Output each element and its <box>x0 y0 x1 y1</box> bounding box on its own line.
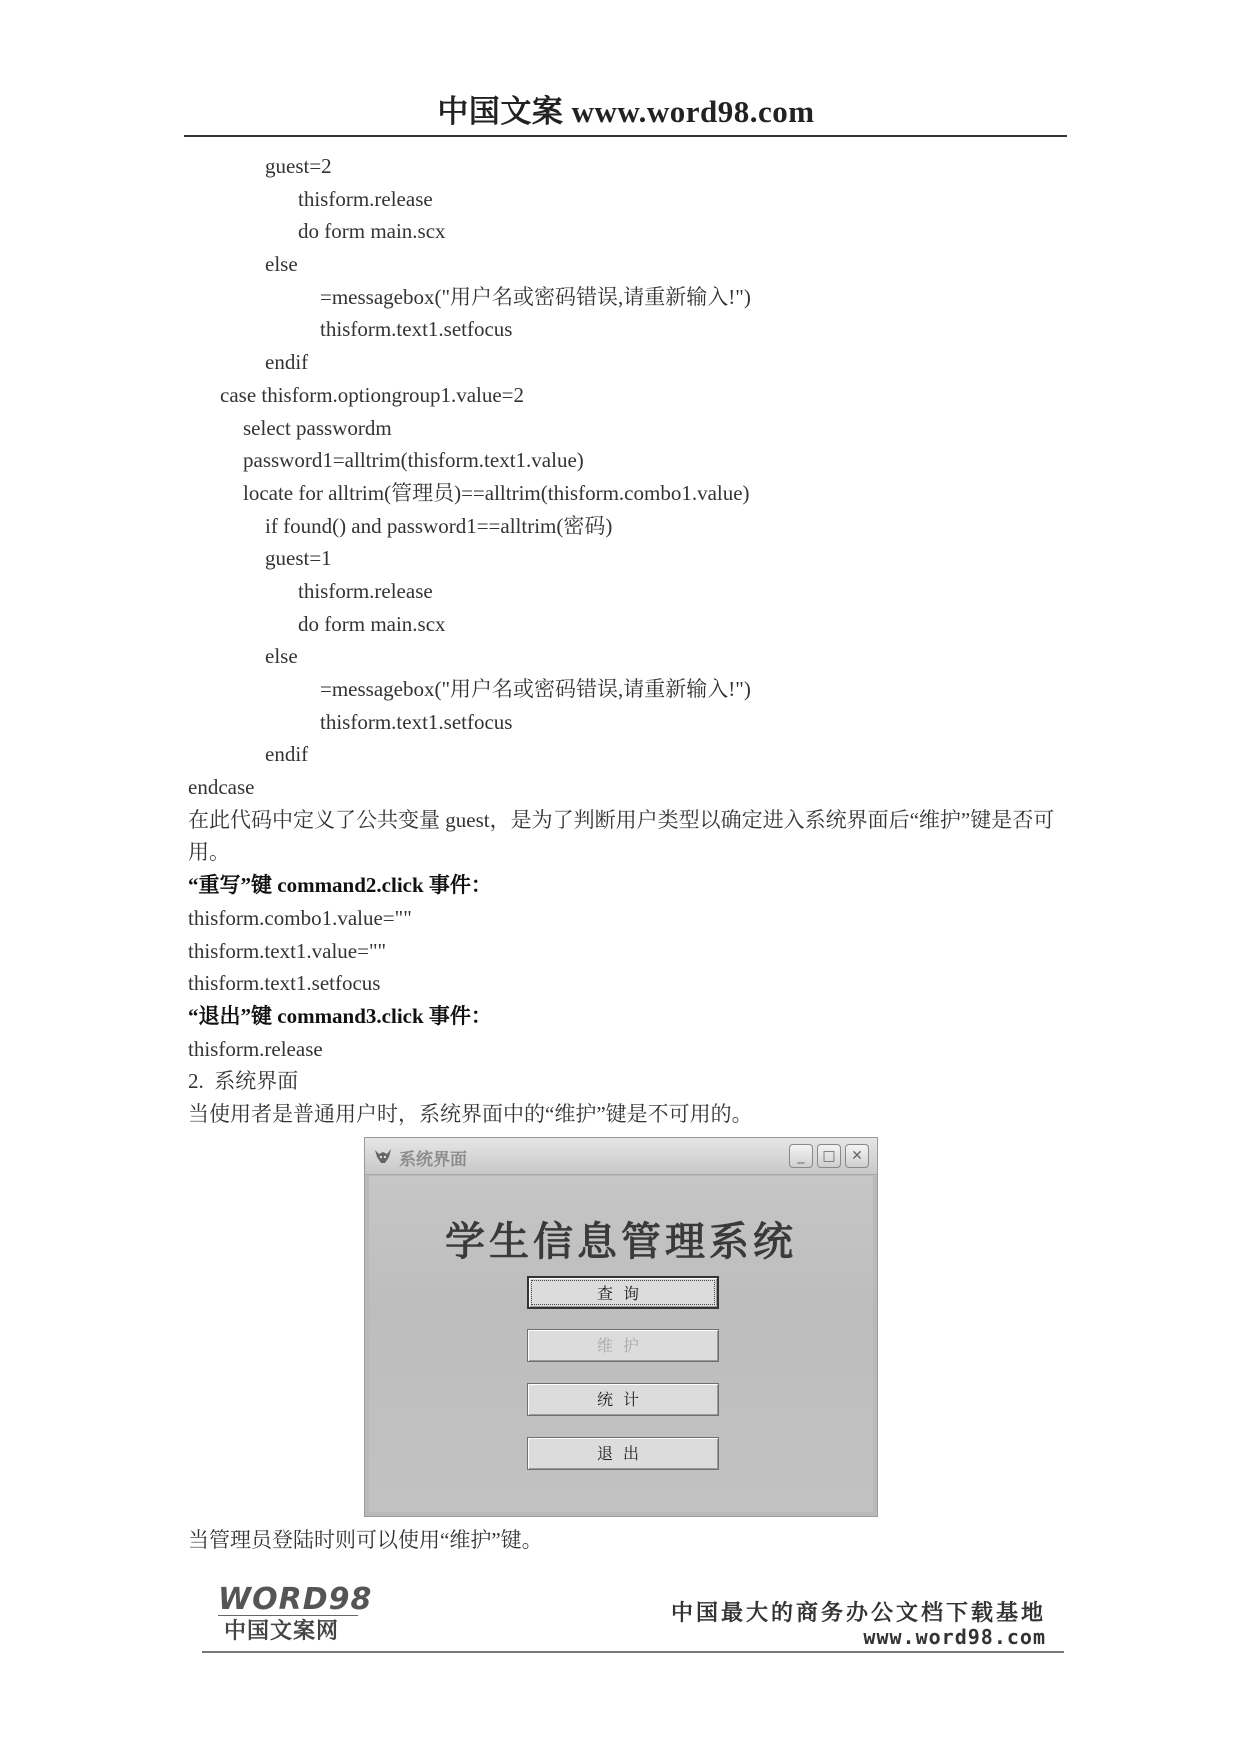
footer-divider <box>202 1651 1064 1653</box>
paragraph-guest-variable: 在此代码中定义了公共变量 guest，是为了判断用户类型以确定进入系统界面后“维护”键是否可用。 <box>188 807 1055 865</box>
code-line: else <box>265 644 298 669</box>
code-line: =messagebox("用户名或密码错误,请重新输入!") <box>320 677 751 701</box>
code-line: guest=2 <box>265 154 332 178</box>
code-line: locate for alltrim(管理员)==alltrim(thisform.combo1.value) <box>243 480 750 505</box>
window-client-area <box>369 1176 873 1512</box>
query-button[interactable]: 查询 <box>527 1276 719 1309</box>
page-header-title: 中国文案 www.word98.com <box>437 94 815 129</box>
paragraph-admin: 当管理员登陆时则可以使用“维护”键。 <box>188 1528 543 1552</box>
code-line: =messagebox("用户名或密码错误,请重新输入!") <box>320 284 751 309</box>
maintain-button[interactable]: 维护 <box>527 1329 719 1362</box>
footer-tagline: 中国最大的商务办公文档下载基地 <box>670 1601 1046 1626</box>
code-line: do form main.scx <box>298 219 446 244</box>
document-body-tail <box>188 1524 1068 1557</box>
code-line: thisform.release <box>298 578 433 603</box>
code-line: thisform.release <box>188 1036 323 1061</box>
close-button[interactable]: ✕ <box>845 1144 869 1168</box>
header-divider <box>184 135 1067 137</box>
code-line: if found() and password1==alltrim(密码) <box>265 513 613 538</box>
stats-button[interactable]: 统计 <box>527 1383 719 1416</box>
code-line: endif <box>265 742 309 767</box>
code-line: password1=alltrim(thisform.text1.value) <box>243 448 584 473</box>
code-line: guest=1 <box>265 546 332 571</box>
app-title: 学生信息管理系统 <box>445 1219 797 1265</box>
code-line: else <box>265 252 298 277</box>
system-window-screenshot <box>364 1137 878 1517</box>
section-title: 2. 系统界面 <box>188 1069 299 1094</box>
code-line: endif <box>265 350 309 375</box>
window-title: 系统界面 <box>399 1150 467 1170</box>
fox-icon <box>373 1147 393 1165</box>
footer-url: www.word98.com <box>863 1625 1046 1649</box>
minimize-button[interactable]: _ <box>789 1144 813 1168</box>
paragraph-normal-user: 当使用者是普通用户时，系统界面中的“维护”键是不可用的。 <box>188 1101 753 1126</box>
code-line: endcase <box>188 775 255 800</box>
code-line: thisform.text1.setfocus <box>320 709 513 734</box>
window-titlebar <box>365 1138 877 1175</box>
exit-button[interactable]: 退出 <box>527 1437 719 1470</box>
code-block <box>188 150 1068 804</box>
code-line: thisform.text1.value="" <box>188 938 387 963</box>
footer-logo <box>204 1582 373 1646</box>
code-line: case thisform.optiongroup1.value=2 <box>220 382 525 407</box>
heading-command3: “退出”键 command3.click 事件： <box>188 1003 492 1028</box>
logo-wordmark: WORD98 <box>218 1582 373 1617</box>
code-line: thisform.combo1.value="" <box>188 905 412 930</box>
heading-command2: “重写”键 command2.click 事件： <box>188 873 492 898</box>
code-line: thisform.release <box>298 186 433 211</box>
code-line: thisform.text1.setfocus <box>320 317 513 342</box>
code-line: select passwordm <box>243 415 392 440</box>
code-line: thisform.text1.setfocus <box>188 971 381 996</box>
code-line: do form main.scx <box>298 611 446 636</box>
maximize-button[interactable]: □ <box>817 1144 841 1168</box>
document-body <box>188 150 1068 1131</box>
logo-chinese-name: 中国文案网 <box>224 1619 340 1644</box>
